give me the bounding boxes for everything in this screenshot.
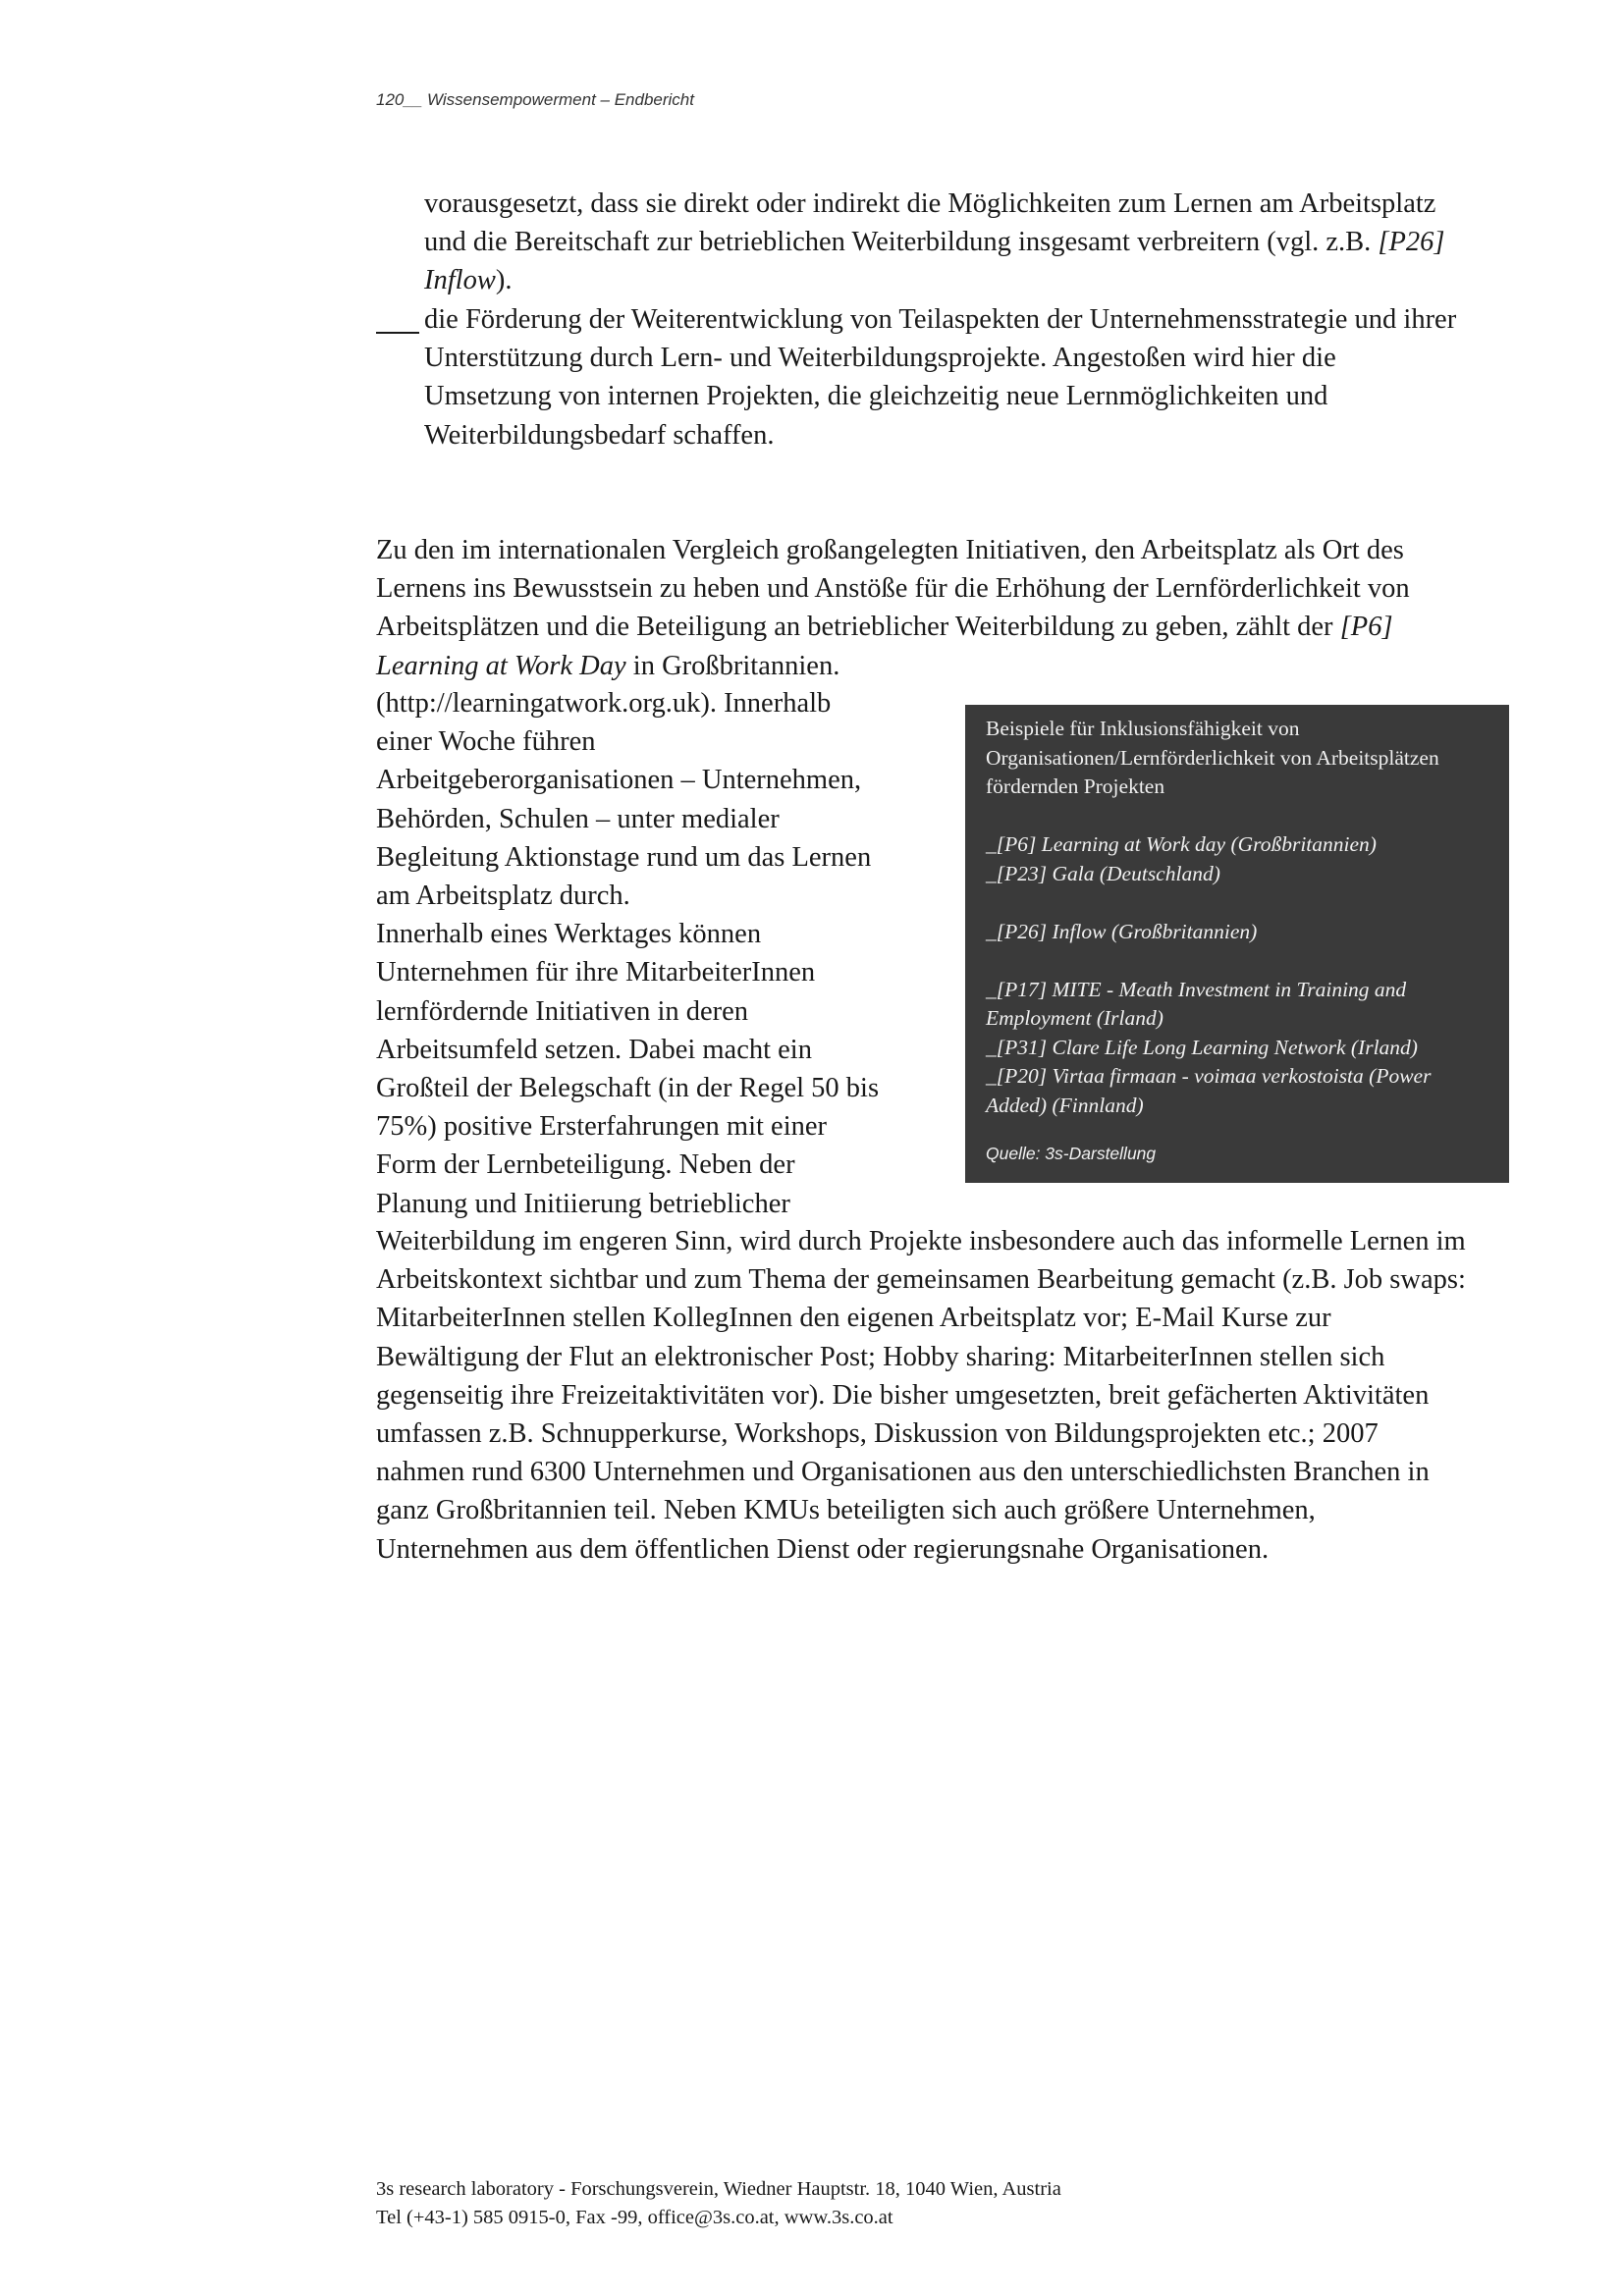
project-item: _[P26] Inflow (Großbritannien) (986, 919, 1258, 943)
wrapped-line: lernfördernde Initiativen in deren (376, 995, 749, 1027)
main-paragraph-rest: Weiterbildung im engeren Sinn, wird durch Projekte insbesondere auch das informelle Lernen im Arbeitskontext sichtbar und zum Thema der gemeinsamen Bearbeitung gemacht (z.B. Job swaps: MitarbeiterInnen stellen KollegInnen den eigenen Arbeitsplatz vor; E-Mail Kurse zur Bewältigung der Flut an elektronischer Post; Hobby sharing: MitarbeiterInnen stellen sich gegenseitig ihre Freizeitaktivitäten vor). Die bisher umgesetzten, breit gefächerten Aktivitäten umfassen z.B. Schnupperkurse, Workshops, Diskussion von Bildungsprojekten etc.; 2007 nahmen rund 6300 Unternehmen und Organisationen aus den unterschiedlichsten Branchen in ganz Großbritannien teil. Neben KMUs beteiligten sich auch größere Unternehmen, Unternehmen aus dem öffentlichen Dienst oder regierungsnahe Organisationen. (376, 1226, 1466, 1565)
footer-contact: Tel (+43-1) 585 0915-0, Fax -99, office@3s.co.at, www.3s.co.at (376, 2207, 893, 2228)
box-project-list (986, 830, 1489, 1120)
wrapped-line: am Arbeitsplatz durch. (376, 881, 630, 912)
footer-address: 3s research laboratory - Forschungsverein, Wiedner Hauptstr. 18, 1040 Wien, Austria (376, 2178, 1061, 2200)
main-paragraph-intro (376, 531, 1466, 685)
wrapped-line: (http://learningatwork.org.uk). Innerhalb (376, 688, 832, 719)
bullet-text: die Förderung der Weiterentwicklung von Teilaspekten der Unternehmensstrategie und ihrer Unterstützung durch Lern- und Weiterbildungsprojekte. Angestoßen wird hier die Umsetzung von internen Projekten, die gleichzeitig neue Lernmöglichkeiten und Weiterbildungsbedarf schaffen. (424, 304, 1457, 451)
project-item: _[P23] Gala (Deutschland) (986, 861, 1220, 885)
page-footer (376, 2175, 1061, 2232)
wrapped-line: Unternehmen für ihre MitarbeiterInnen (376, 957, 816, 988)
project-reference: [P6] Learning at Work Day (376, 612, 1393, 681)
box-source: Quelle: 3s-Darstellung (986, 1144, 1157, 1163)
example-projects-box (965, 705, 1509, 1183)
paragraph-text-end: in Großbritannien. (625, 650, 840, 681)
project-item: _[P20] Virtaa firmaan - voimaa verkostoista (Power Added) (Finnland) (986, 1064, 1432, 1117)
wrapped-line: Behörden, Schulen – unter medialer (376, 803, 780, 834)
continuation-end: ). (495, 265, 513, 296)
running-header: 120__ Wissensempowerment – Endbericht (376, 90, 694, 109)
wrapped-line: Innerhalb eines Werktages können (376, 919, 762, 950)
project-item: _[P31] Clare Life Long Learning Network (Irland) (986, 1035, 1418, 1059)
bullet-item (376, 300, 1466, 454)
continuation-text: vorausgesetzt, dass sie direkt oder indirekt die Möglichkeiten zum Lernen am Arbeitsplatz und die Bereitschaft zur betrieblichen Weiterbildung insgesamt verbreitern (vgl. z.B. (424, 188, 1436, 258)
bullet-dash-icon (376, 332, 419, 334)
wrapped-line: Arbeitgeberorganisationen – Unternehmen, (376, 765, 862, 796)
list-spacer (986, 888, 1489, 918)
wrapped-line: Großteil der Belegschaft (in der Regel 50 bis (376, 1073, 880, 1104)
box-title: Beispiele für Inklusionsfähigkeit von Organisationen/Lernförderlichkeit von Arbeitsplätzen fördernden Projekten (986, 717, 1439, 798)
project-reference: [P26] Inflow (424, 227, 1445, 296)
continuation-paragraph (424, 185, 1465, 300)
main-paragraph-wrapped (376, 684, 936, 1223)
wrapped-line: einer Woche führen (376, 726, 596, 758)
list-spacer (986, 946, 1489, 976)
wrapped-line: Arbeitsumfeld setzen. Dabei macht ein (376, 1034, 812, 1065)
paragraph-text: Zu den im internationalen Vergleich großangelegten Initiativen, den Arbeitsplatz als Ort des Lernens ins Bewusstsein zu heben und Anstöße für die Erhöhung der Lernförderlichkeit von Arbeitsplätzen und die Beteiligung an betrieblicher Weiterbildung zu geben, zählt der (376, 535, 1410, 643)
project-item: _[P17] MITE - Meath Investment in Training and Employment (Irland) (986, 977, 1407, 1030)
wrapped-line: Planung und Initiierung betrieblicher (376, 1188, 790, 1219)
wrapped-line: Form der Lernbeteiligung. Neben der (376, 1149, 795, 1181)
wrapped-line: 75%) positive Ersterfahrungen mit einer (376, 1111, 828, 1143)
wrapped-line: Begleitung Aktionstage rund um das Lernen (376, 841, 872, 873)
project-item: _[P6] Learning at Work day (Großbritannien) (986, 832, 1377, 856)
